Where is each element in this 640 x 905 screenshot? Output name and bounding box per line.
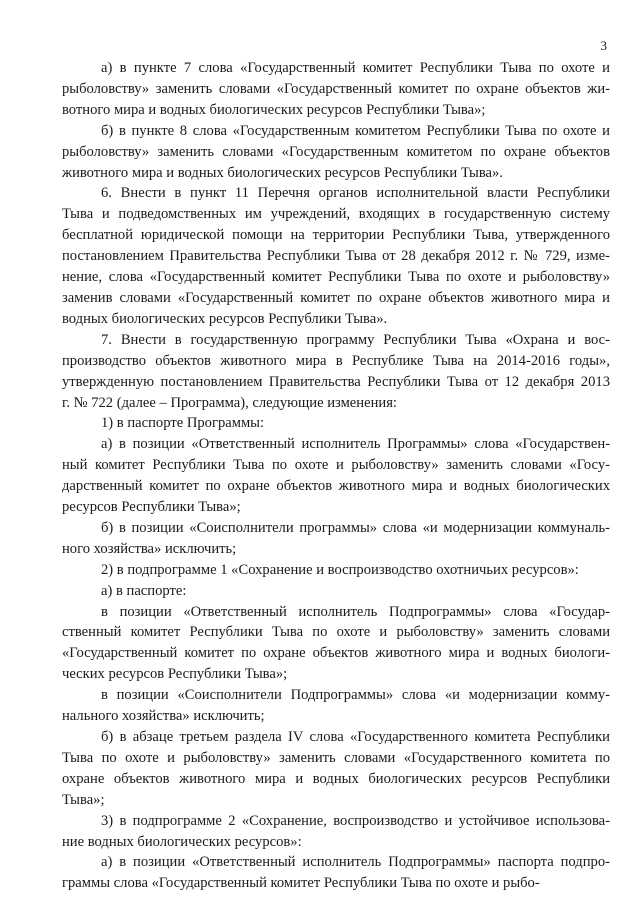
paragraph-line: б) в абзаце третьем раздела IV слова «Государственного комитета Республики bbox=[101, 729, 610, 745]
paragraph-line: а) в паспорте: bbox=[101, 582, 187, 599]
paragraph-line: Тыва и подведомственных им учреждений, входящих в государственную систему bbox=[62, 206, 610, 223]
document-body bbox=[62, 58, 610, 894]
paragraph-line: ческих ресурсов Республики Тыва»; bbox=[62, 666, 288, 683]
paragraph bbox=[62, 685, 610, 727]
paragraph bbox=[62, 852, 610, 894]
paragraph bbox=[62, 560, 610, 581]
paragraph-line: 1) в паспорте Программы: bbox=[101, 415, 265, 432]
paragraph-line: г. № 722 (далее – Программа), следующие изменения: bbox=[62, 394, 397, 411]
paragraph-line: 2) в подпрограмме 1 «Сохранение и воспроизводство охотничьих ресурсов»: bbox=[101, 561, 579, 578]
page-number: 3 bbox=[600, 38, 607, 53]
paragraph-line: 3) в подпрограмме 2 «Сохранение, воспроизводство и устойчивое использова- bbox=[101, 812, 610, 829]
paragraph-line: бесплатной юридической помощи на территории Республики Тыва, утвержденного bbox=[62, 227, 610, 244]
paragraph-line: 7. Внести в государственную программу Республики Тыва «Охрана и вос- bbox=[101, 331, 610, 348]
paragraph-line: граммы слова «Государственный комитет Республики Тыва по охоте и рыбо- bbox=[62, 875, 540, 892]
paragraph bbox=[62, 58, 610, 121]
paragraph-line: водных биологических ресурсов Республики Тыва». bbox=[62, 310, 388, 327]
paragraph bbox=[62, 727, 610, 811]
paragraph-line: производство объектов животного мира в Республике Тыва на 2014-2016 годы», bbox=[62, 352, 610, 369]
paragraph-line: в позиции «Ответственный исполнитель Подпрограммы» слова «Государ- bbox=[101, 603, 610, 620]
paragraph-line: а) в позиции «Ответственный исполнитель Программы» слова «Государствен- bbox=[101, 436, 610, 453]
paragraph-line: б) в позиции «Соисполнители программы» слова «и модернизации коммуналь- bbox=[101, 519, 610, 536]
paragraph bbox=[62, 330, 610, 414]
paragraph-line: заменив словами «Государственный комитет по охране объектов животного мира и bbox=[62, 289, 610, 306]
paragraph-line: Тыва по охоте и рыболовству» заменить словами «Государственного комитета по bbox=[62, 749, 610, 766]
paragraph-line: охране объектов животного мира и водных биологических ресурсов Республики bbox=[62, 770, 610, 787]
paragraph-line: постановлением Правительства Республики Тыва от 28 декабря 2012 г. № 729, изме- bbox=[62, 248, 610, 265]
paragraph bbox=[62, 413, 610, 434]
paragraph-line: в позиции «Соисполнители Подпрограммы» слова «и модернизации комму- bbox=[101, 687, 610, 704]
paragraph-line: нение, слова «Государственный комитет Республики Тыва по охоте и рыболовству» bbox=[62, 269, 610, 286]
paragraph-line: ресурсов Республики Тыва»; bbox=[62, 499, 241, 516]
paragraph-line: ственный комитет Республики Тыва по охоте и рыболовству» заменить словами bbox=[62, 624, 610, 641]
paragraph-line: вотного мира и водных биологических ресурсов Республики Тыва»; bbox=[62, 101, 486, 118]
paragraph-line: ние водных биологических ресурсов»: bbox=[62, 833, 302, 850]
paragraph-line: а) в позиции «Ответственный исполнитель Подпрограммы» паспорта подпро- bbox=[101, 854, 610, 871]
paragraph-line: 6. Внести в пункт 11 Перечня органов исполнительной власти Республики bbox=[101, 185, 610, 202]
paragraph-line: «Государственный комитет по охране объектов животного мира и водных биологи- bbox=[62, 645, 610, 662]
paragraph bbox=[62, 811, 610, 853]
paragraph-line: а) в пункте 7 слова «Государственный комитет Республики Тыва по охоте и bbox=[101, 60, 610, 76]
paragraph bbox=[62, 434, 610, 518]
paragraph-line: дарственный комитет по охране объектов животного мира и водных биологических bbox=[62, 478, 610, 495]
paragraph-line: нального хозяйства» исключить; bbox=[62, 708, 265, 725]
paragraph-line: ный комитет Республики Тыва по охоте и рыболовству» заменить словами «Госу- bbox=[62, 457, 610, 474]
paragraph-line: Тыва»; bbox=[62, 791, 105, 808]
paragraph-line: б) в пункте 8 слова «Государственным комитетом Республики Тыва по охоте и bbox=[101, 122, 610, 139]
paragraph bbox=[62, 581, 610, 602]
paragraph-line: рыболовству» заменить словами «Государственный комитет по охране объектов жи- bbox=[62, 80, 610, 97]
paragraph bbox=[62, 602, 610, 686]
paragraph bbox=[62, 518, 610, 560]
paragraph-line: животного мира и водных биологических ресурсов Республики Тыва». bbox=[62, 164, 503, 181]
paragraph-line: утвержденную постановлением Правительства Республики Тыва от 12 декабря 2013 bbox=[62, 373, 610, 390]
paragraph-line: ного хозяйства» исключить; bbox=[62, 540, 237, 557]
paragraph-line: рыболовству» заменить словами «Государственным комитетом по охране объектов bbox=[62, 143, 610, 160]
paragraph bbox=[62, 183, 610, 329]
paragraph bbox=[62, 121, 610, 184]
